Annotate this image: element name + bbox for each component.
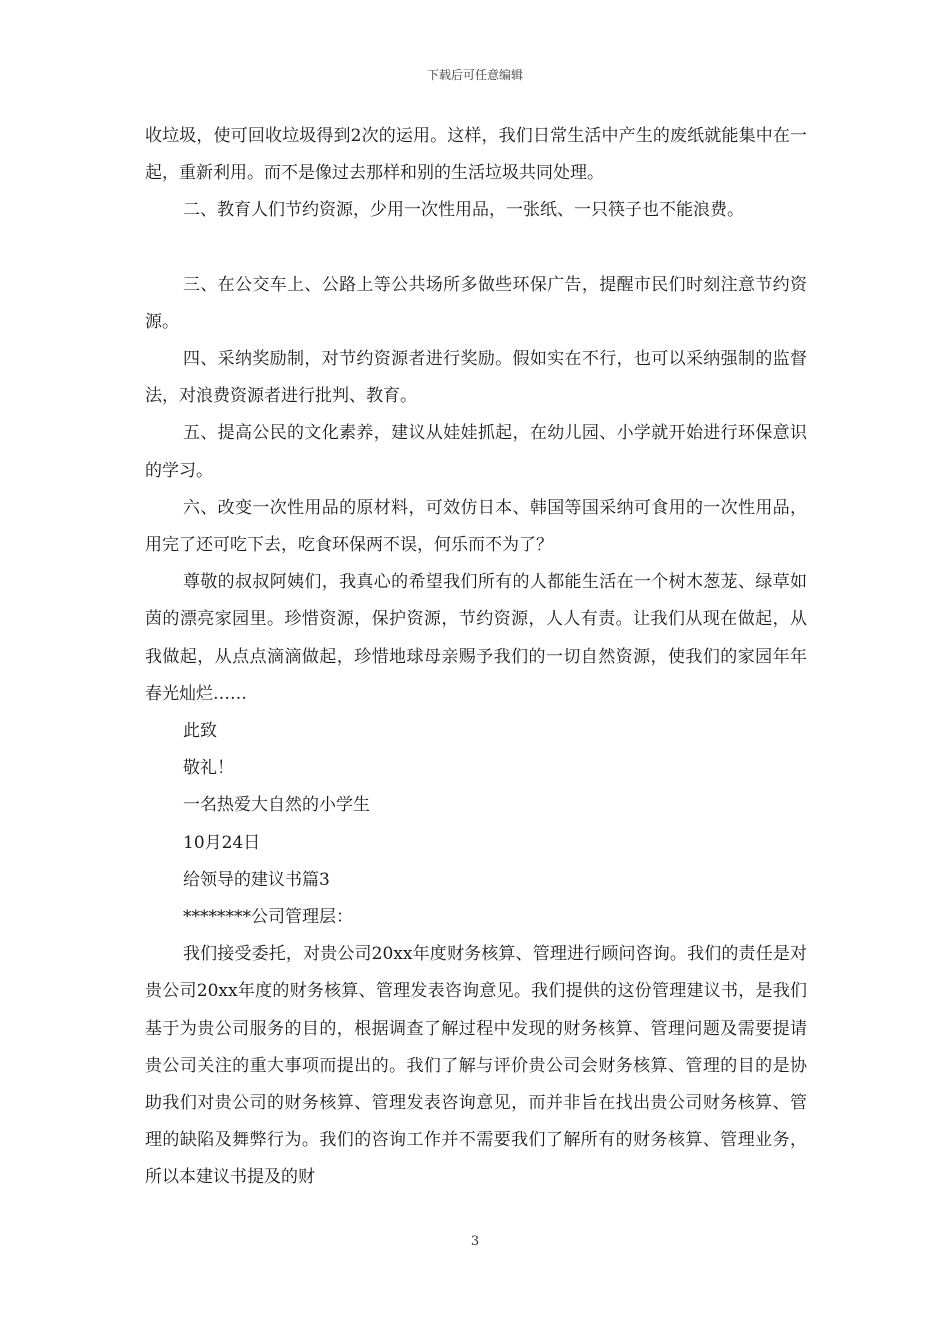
paragraph-point-five: 五、提高公民的文化素养，建议从娃娃抓起，在幼儿园、小学就开始进行环保意识的学习。 — [145, 423, 807, 481]
closing-salutation: 此致 — [183, 721, 217, 742]
paragraph-recycling-continuation: 收垃圾，使可回收垃圾得到2次的运用。这样，我们日常生活中产生的废纸就能集中在一起，重新利用。而不是像过去那样和别的生活垃圾共同处理。 — [145, 126, 807, 184]
page-number: 3 — [470, 1234, 480, 1249]
paragraph-point-three: 三、在公交车上、公路上等公共场所多做些环保广告，提醒市民们时刻注意节约资源。 — [145, 274, 807, 332]
paragraph-point-four: 四、采纳奖励制，对节约资源者进行奖励。假如实在不行，也可以采纳强制的监督法，对浪费资源者进行批判、教育。 — [145, 349, 807, 407]
paragraph-point-six: 六、改变一次性用品的原材料，可效仿日本、韩国等国采纳可食用的一次性用品，用完了还可吃下去，吃食环保两不误，何乐而不为了？ — [145, 497, 807, 556]
section-title: 给领导的建议书篇3 — [183, 869, 330, 890]
signature-author: 一名热爱大自然的小学生 — [183, 795, 370, 816]
page-header-note: 下载后可任意编辑 — [426, 68, 523, 82]
paragraph-consulting-intro: 我们接受委托，对贵公司20xx年度财务核算、管理进行顾问咨询。我们的责任是对贵公司20xx年度的财务核算、管理发表咨询意见。我们提供的这份管理建议书，是我们基于为贵公司服务的目的，根据调查了解过程中发现的财务核算、管理问题及需要提请贵公司关注的重大事项而提出的。我们了解与评价贵公司会财务核算、管理的目的是协助我们对贵公司的财务核算、管理发表咨询意见，而并非旨在找出贵公司财务核算、管理的缺陷及舞弊行为。我们的咨询工作并不需要我们了解所有的财务核算、管理业务，所以本建议书提及的财 — [145, 944, 807, 1188]
letter-addressee: ********公司管理层： — [183, 907, 353, 928]
paragraph-appeal: 尊敬的叔叔阿姨们，我真心的希望我们所有的人都能生活在一个树木葱茏、绿草如茵的漂亮家园里。珍惜资源，保护资源，节约资源，人人有责。让我们从现在做起，从我做起，从点点滴滴做起，珍惜地球母亲赐予我们的一切自然资源，使我们的家园年年春光灿烂…… — [145, 572, 807, 704]
closing-regards: 敬礼！ — [183, 758, 234, 779]
document-body — [145, 118, 807, 1197]
signature-date: 10月24日 — [183, 832, 261, 853]
paragraph-point-two: 二、教育人们节约资源，少用一次性用品，一张纸、一只筷子也不能浪费。 — [183, 200, 744, 221]
